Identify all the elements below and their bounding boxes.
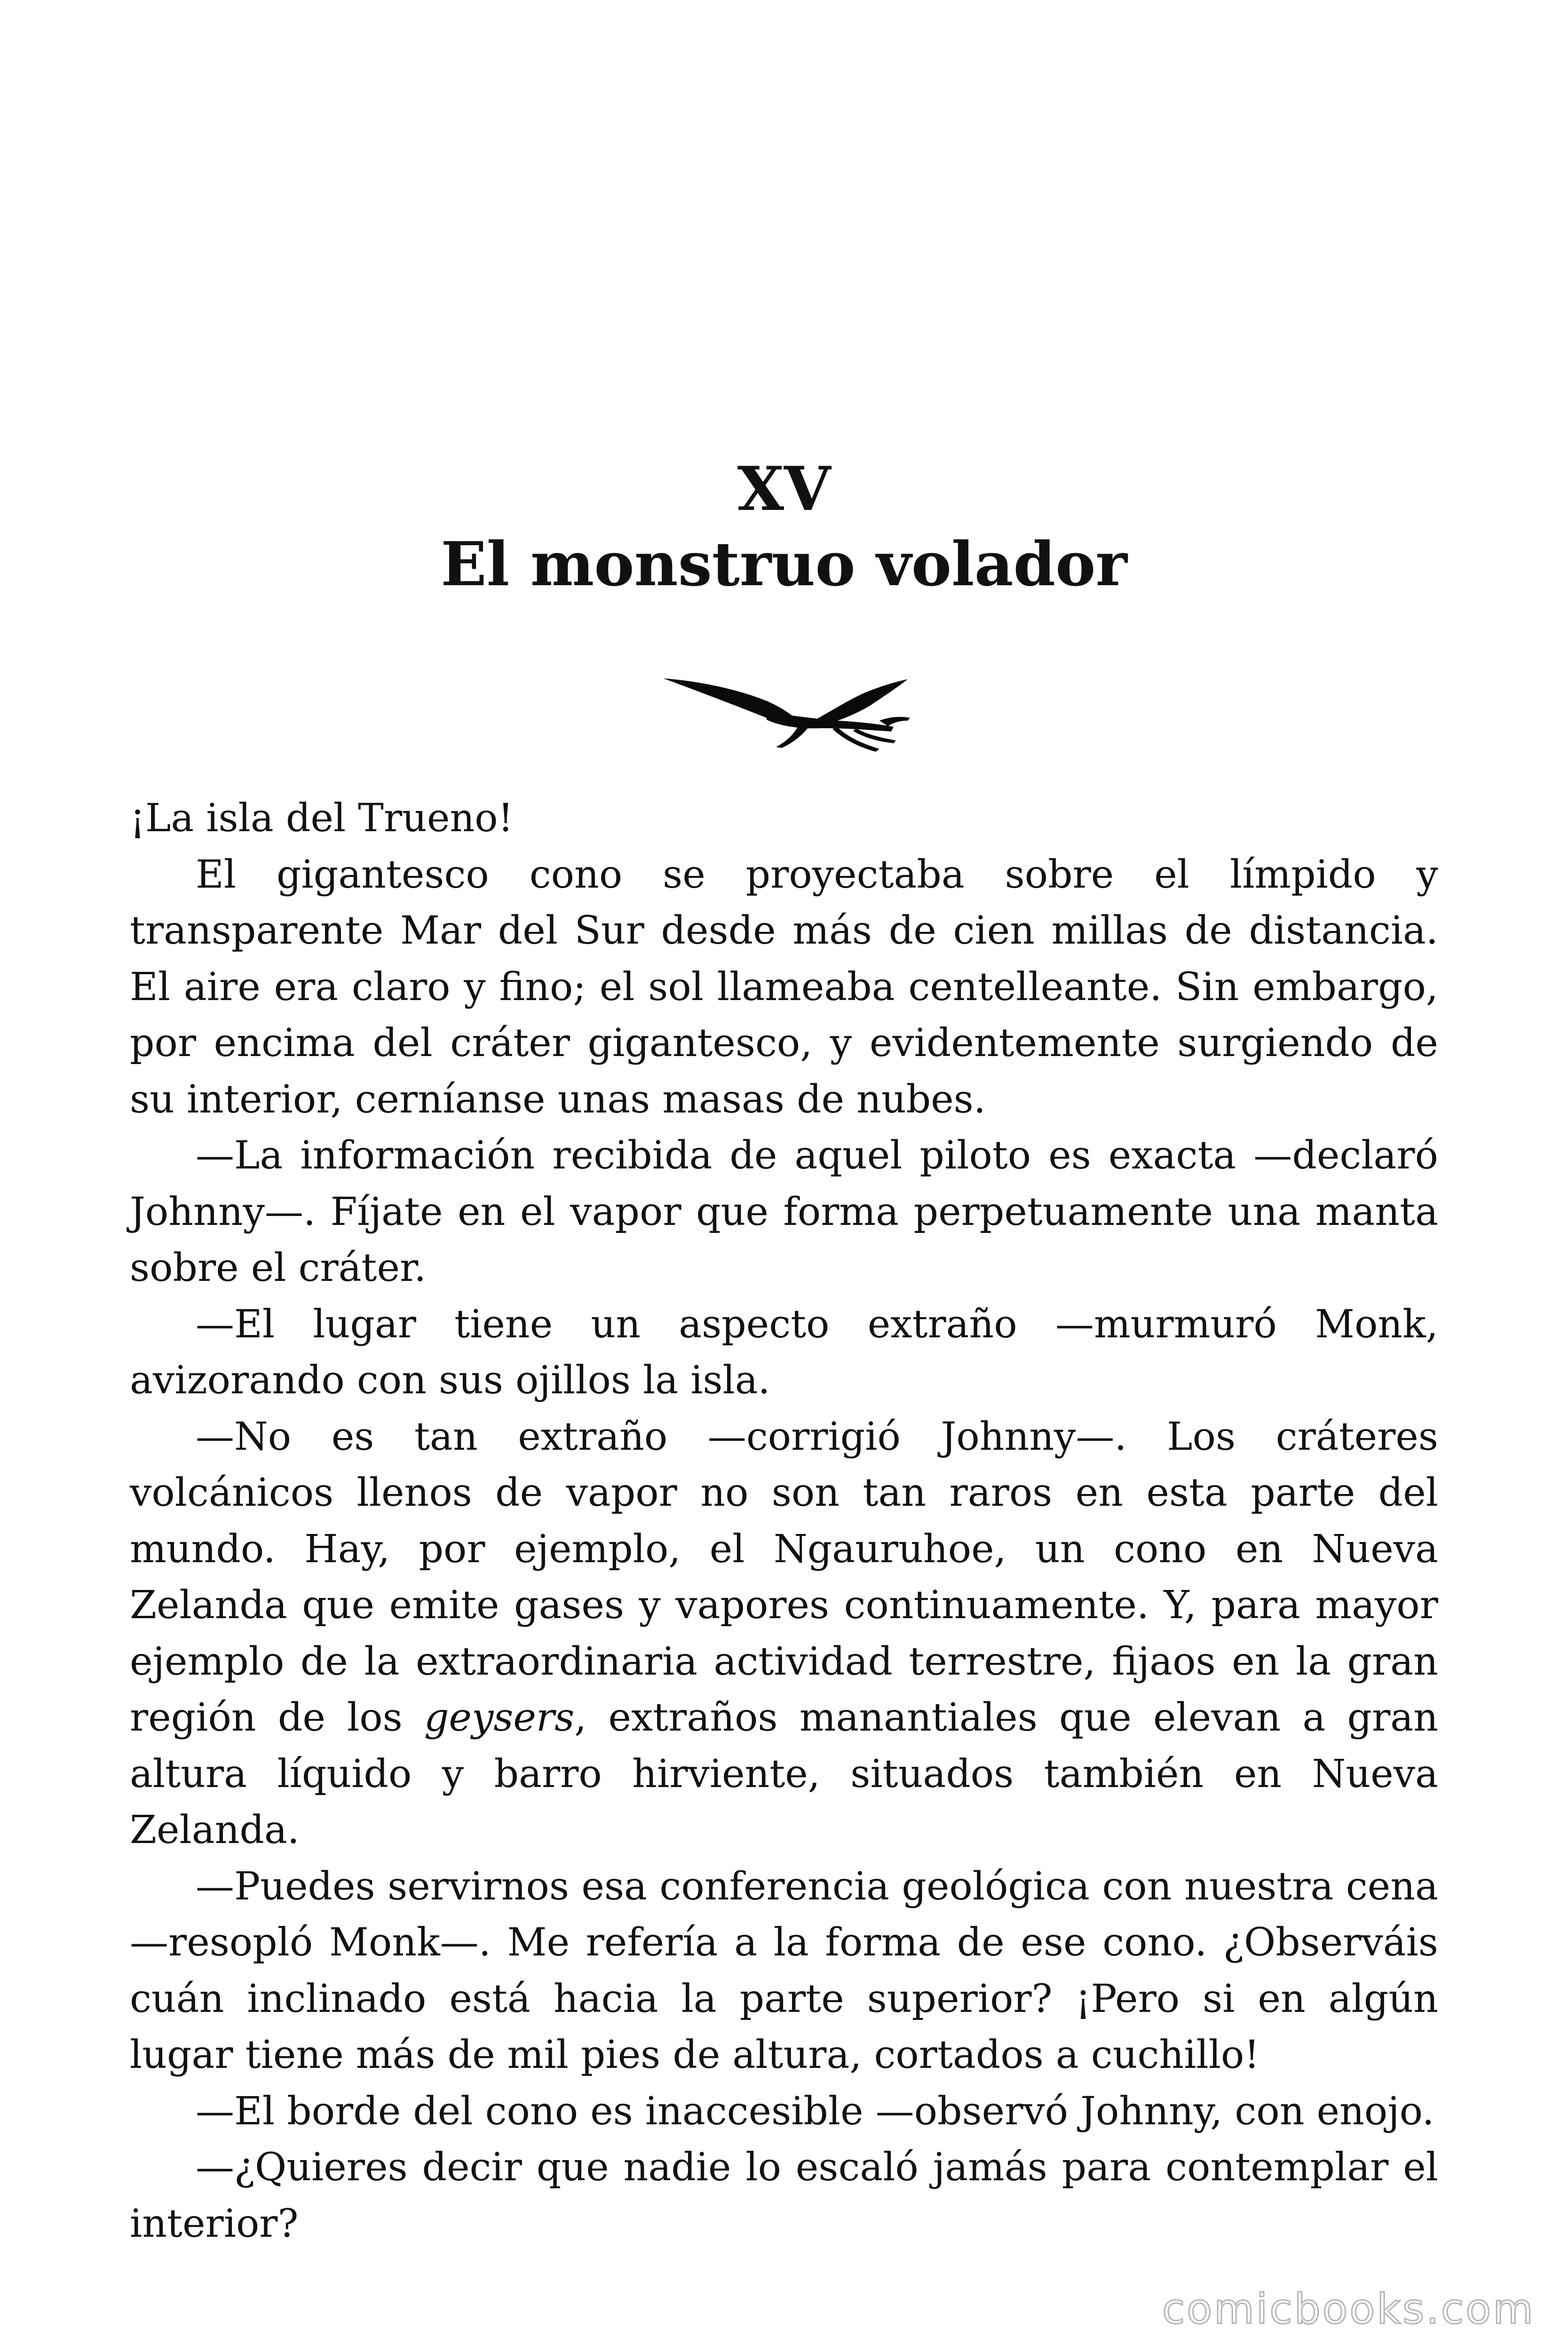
chapter-body — [130, 790, 1438, 2252]
chapter-number: XV — [737, 454, 831, 524]
paragraph-4: —El lugar tiene un aspecto extraño —murmuró Monk, avizorando con sus ojillos la isla. — [130, 1302, 1438, 1403]
paragraph-5 — [130, 1409, 1438, 1859]
chapter-title: El monstruo volador — [441, 529, 1127, 600]
pterodactyl-silhouette-icon — [658, 668, 912, 762]
paragraph-1: ¡La isla del Trueno! — [130, 796, 514, 841]
paragraph-6: —Puedes servirnos esa conferencia geológica con nuestra cena —resopló Monk—. Me refería a la forma de ese cono. ¿Observáis cuán inclinado está hacia la parte superior? ¡Pero si en algún lugar tiene más de mil pies de altura, cortados a cuchillo! — [130, 1864, 1438, 2077]
paragraph-5-text-b: , extraños manantiales que elevan a gran altura líquido y barro hirviente, situados también en Nueva Zelanda. — [130, 1695, 1438, 1852]
italic-term: geysers — [424, 1695, 575, 1740]
chapter-heading — [0, 452, 1568, 602]
paragraph-5-text-a: —No es tan extraño —corrigió Johnny—. Los cráteres volcánicos llenos de vapor no son tan raros en esta parte del mundo. Hay, por ejemplo, el Ngauruhoe, un cono en Nueva Zelanda que emite gases y vapores continuamente. Y, para mayor ejemplo de la extraordinaria actividad terrestre, fijaos en la gran región de los — [130, 1414, 1438, 1740]
paragraph-2: El gigantesco cono se proyectaba sobre el límpido y transparente Mar del Sur desde más de cien millas de distancia. El aire era claro y fino; el sol llameaba centelleante. Sin embargo, por encima del cráter gigantesco, y evidentemente surgiendo de su interior, cerníanse unas masas de nubes. — [130, 852, 1438, 1122]
paragraph-3: —La información recibida de aquel piloto es exacta —declaró Johnny—. Fíjate en el vapor que forma perpetuamente una manta sobre el cráter. — [130, 1133, 1438, 1290]
paragraph-8: —¿Quieres decir que nadie lo escaló jamás para contemplar el interior? — [130, 2145, 1438, 2246]
watermark: comicbooks.com — [1162, 2285, 1535, 2333]
paragraph-7: —El borde del cono es inaccesible —observó Johnny, con enojo. — [196, 2089, 1434, 2134]
